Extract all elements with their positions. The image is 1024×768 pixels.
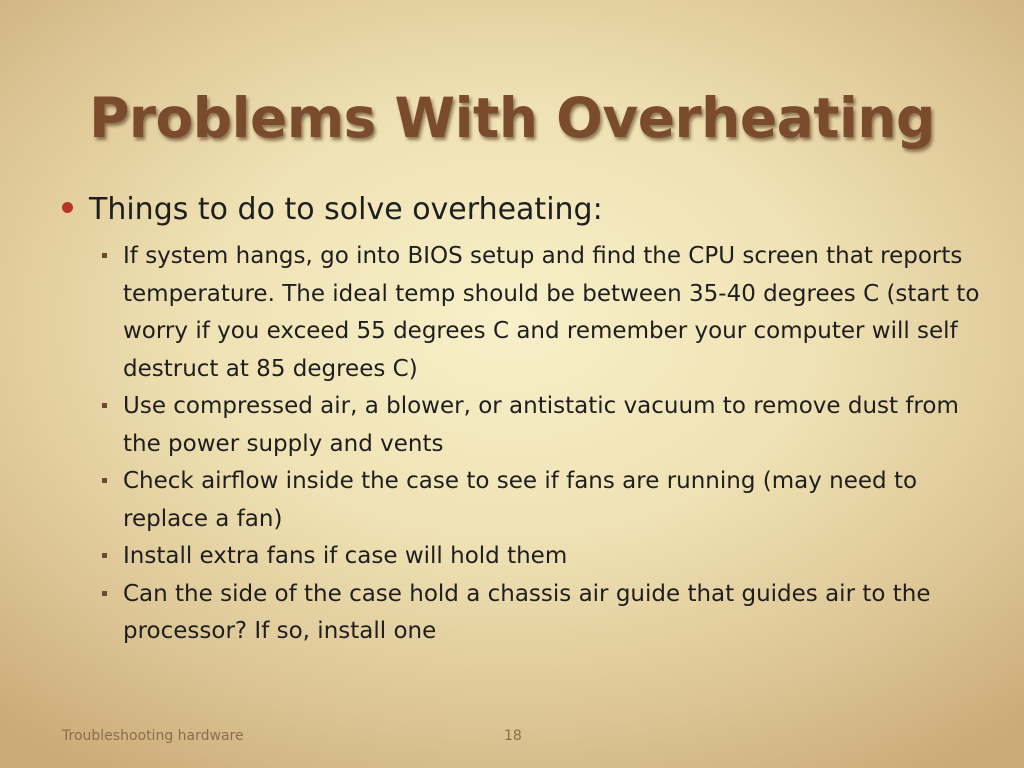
sub-bullet-item [98,238,980,388]
sub-bullet-list [60,238,980,651]
footer-text: Troubleshooting hardware [62,728,244,744]
sub-bullet-item [98,388,980,463]
slide-content [60,188,980,651]
main-bullet-text: Things to do to solve overheating: [89,192,603,227]
square-bullet-icon [102,253,107,258]
sub-bullet-item [98,576,980,651]
sub-bullet-text: Can the side of the case hold a chassis air guide that guides air to the processor? If so, install one [123,580,931,644]
sub-bullet-text: If system hangs, go into BIOS setup and find the CPU screen that reports temperature. The ideal temp should be between 35-40 degrees C (start to worry if you exceed 55 degrees C and remember your computer will self destruct at 85 degrees C) [123,243,980,382]
page-number: 18 [504,728,522,744]
main-bullet-item [60,188,980,232]
square-bullet-icon [102,478,107,483]
sub-bullet-text: Use compressed air, a blower, or antistatic vacuum to remove dust from the power supply and vents [123,393,959,457]
round-bullet-icon [62,202,73,213]
sub-bullet-item [98,463,980,538]
sub-bullet-text: Install extra fans if case will hold them [123,543,568,569]
sub-bullet-item [98,538,980,576]
slide-title: Problems With Overheating [89,86,935,150]
square-bullet-icon [102,553,107,558]
square-bullet-icon [102,403,107,408]
sub-bullet-text: Check airflow inside the case to see if fans are running (may need to replace a fan) [123,468,918,532]
square-bullet-icon [102,591,107,596]
